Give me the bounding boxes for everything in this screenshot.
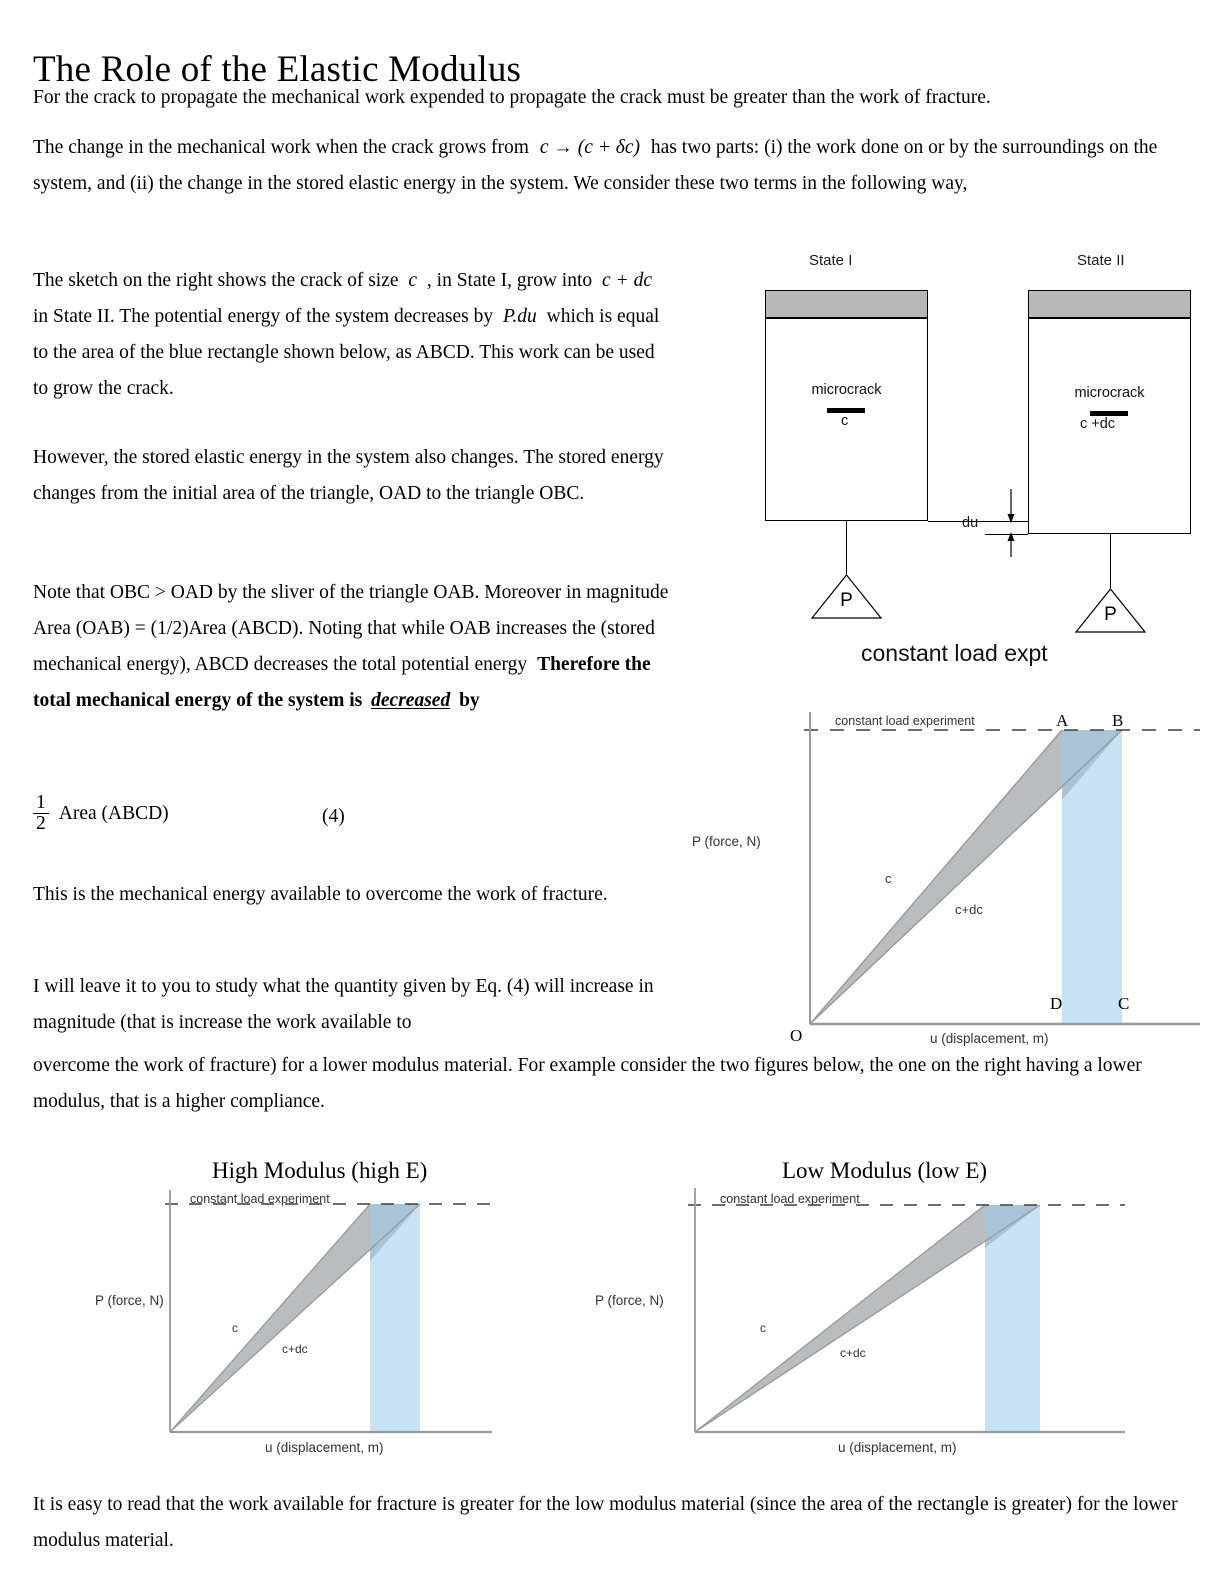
paragraph-3-part-c: in State II. The potential energy of the system decreases by: [33, 306, 494, 327]
main-chart-x-axis-label: u (displacement, m): [930, 1031, 1049, 1046]
fraction-numerator: 1: [36, 792, 46, 813]
main-chart-point-c: C: [1118, 994, 1130, 1013]
state-1-load-label: P: [840, 590, 853, 611]
equation-4: [33, 793, 169, 834]
paragraph-7-part-b: overcome the work of fracture) for a lower modulus material. For example consider the two figures below, the one on the right having a lower modulus, that is a higher compliance.: [33, 1055, 1142, 1112]
state-2-hanger-line: [1110, 534, 1111, 588]
fraction-denominator: 2: [33, 813, 49, 834]
low-modulus-chart: [595, 1158, 1140, 1458]
paragraph-7-part-a: I will leave it to you to study what the quantity given by Eq. (4) will increase in magnitude (that is increase the work available to: [33, 976, 654, 1033]
high-modulus-y-axis-label: P (force, N): [95, 1293, 164, 1308]
state-2-crack-size-label: c +dc: [1080, 416, 1116, 432]
inline-math-crack-growth: c → (c + δc): [539, 137, 641, 158]
paragraph-2-part-b: has two parts: (i) the work done on or by the surroundings on the system, and (ii) the change in the stored elastic energy in the system. We consider these two terms in the following way,: [33, 137, 1158, 194]
state-2-label: State II: [1077, 252, 1125, 269]
high-modulus-series-label-c: c: [232, 1321, 238, 1335]
high-modulus-annotation: constant load experiment: [190, 1192, 330, 1206]
paragraph-5-bold-tail: by: [459, 690, 480, 711]
paragraph-intro-text: For the crack to propagate the mechanical work expended to propagate the crack must be greater than the work of fracture.: [33, 87, 991, 108]
high-modulus-chart: [80, 1158, 510, 1458]
main-chart-y-axis-label: P (force, N): [692, 834, 761, 849]
low-modulus-y-axis-label: P (force, N): [595, 1293, 664, 1308]
main-chart-line-c: [810, 730, 1062, 1024]
state-2-microcrack-label: microcrack: [1074, 385, 1145, 401]
paragraph-5-bold-lead: Therefore the total mechanical energy of the system is: [33, 654, 651, 711]
fraction-one-half: [33, 793, 49, 834]
main-chart-point-a: A: [1056, 711, 1069, 730]
state-2-grip-block: [1028, 290, 1191, 318]
main-chart-point-d: D: [1050, 994, 1063, 1013]
paragraph-3-part-d: which is equal to the area of the blue rectangle shown below, as ABCD. This work can be used to grow the crack.: [33, 306, 660, 399]
low-modulus-line-c: [695, 1205, 985, 1432]
state-diagram-figure: [740, 244, 1210, 664]
paragraph-change-in-work: [33, 130, 1193, 202]
du-arrow-icon: [1000, 489, 1022, 559]
state-diagram-caption: constant load expt: [861, 640, 1048, 666]
paragraph-stored-energy: [33, 440, 665, 512]
high-modulus-series-label-c-plus-dc: c+dc: [282, 1342, 308, 1356]
inline-math-c: c: [408, 270, 418, 291]
paragraph-4-text: However, the stored elastic energy in the system also changes. The stored energy changes from the initial area of the triangle, OAD to the triangle OBC.: [33, 447, 664, 504]
state-1-hanger-line: [846, 521, 847, 574]
paragraph-available-energy: [33, 877, 665, 913]
low-modulus-series-label-c: c: [760, 1321, 766, 1335]
paragraph-8-text: It is easy to read that the work available for fracture is greater for the low modulus material (since the area of the rectangle is greater) for the lower modulus material.: [33, 1494, 1178, 1551]
low-modulus-chart-title: Low Modulus (low E): [782, 1158, 988, 1183]
state-1-load-weight: [810, 574, 883, 619]
page-title: The Role of the Elastic Modulus: [33, 48, 522, 90]
high-modulus-line-c: [170, 1204, 370, 1432]
state-1-crack-size-label: c: [841, 413, 849, 429]
high-modulus-chart-title: High Modulus (high E): [212, 1158, 428, 1183]
equation-body: Area (ABCD): [58, 802, 169, 824]
paragraph-5-part-a: Note that OBC > OAD by the sliver of the triangle OAB. Moreover in magnitude Area (OAB) = (1/2)Area (ABCD). Noting that while OAB increases the (stored mechanical energy), ABCD decreases the total potential energy: [33, 582, 669, 675]
paragraph-sketch-description: [33, 263, 665, 407]
low-modulus-chart-canvas: [640, 1158, 1140, 1458]
inline-math-p-du: P.du: [502, 306, 537, 327]
state-1-microcrack-label: microcrack: [811, 382, 882, 398]
paragraph-obc-oad: [33, 575, 673, 719]
du-label: du: [962, 515, 979, 531]
low-modulus-x-axis-label: u (displacement, m): [838, 1440, 957, 1455]
high-modulus-x-axis-label: u (displacement, m): [265, 1440, 384, 1455]
state-1-grip-block: [765, 290, 928, 318]
paragraph-3-part-b: , in State I, grow into: [426, 270, 593, 291]
state-2-load-label: P: [1104, 604, 1117, 625]
paragraph-6-text: This is the mechanical energy available to overcome the work of fracture.: [33, 884, 608, 905]
state-2-load-weight: [1074, 588, 1147, 633]
equation-number: (4): [322, 806, 345, 827]
inline-math-c-plus-dc: c + dc: [602, 270, 652, 291]
main-chart-point-b: B: [1112, 711, 1124, 730]
paragraph-2-part-a: The change in the mechanical work when the crack grows from: [33, 137, 529, 158]
paragraph-intro: [33, 80, 1193, 116]
main-chart: [692, 706, 1224, 1046]
main-chart-origin-label: O: [790, 1026, 803, 1045]
paragraph-3-part-a: The sketch on the right shows the crack of size: [33, 270, 399, 291]
low-modulus-series-label-c-plus-dc: c+dc: [840, 1346, 866, 1360]
paragraph-7-full: [33, 1048, 1193, 1120]
paragraph-5-emphasis-decreased: decreased: [371, 690, 451, 711]
paragraph-7-left: [33, 969, 665, 1041]
main-chart-series-label-c: c: [885, 871, 892, 886]
low-modulus-annotation: constant load experiment: [720, 1192, 860, 1206]
state-1-label: State I: [809, 252, 853, 269]
main-chart-series-label-c-plus-dc: c+dc: [955, 902, 983, 917]
main-chart-canvas: [730, 706, 1224, 1046]
paragraph-conclusion: [33, 1487, 1193, 1559]
main-chart-annotation: constant load experiment: [835, 714, 975, 728]
